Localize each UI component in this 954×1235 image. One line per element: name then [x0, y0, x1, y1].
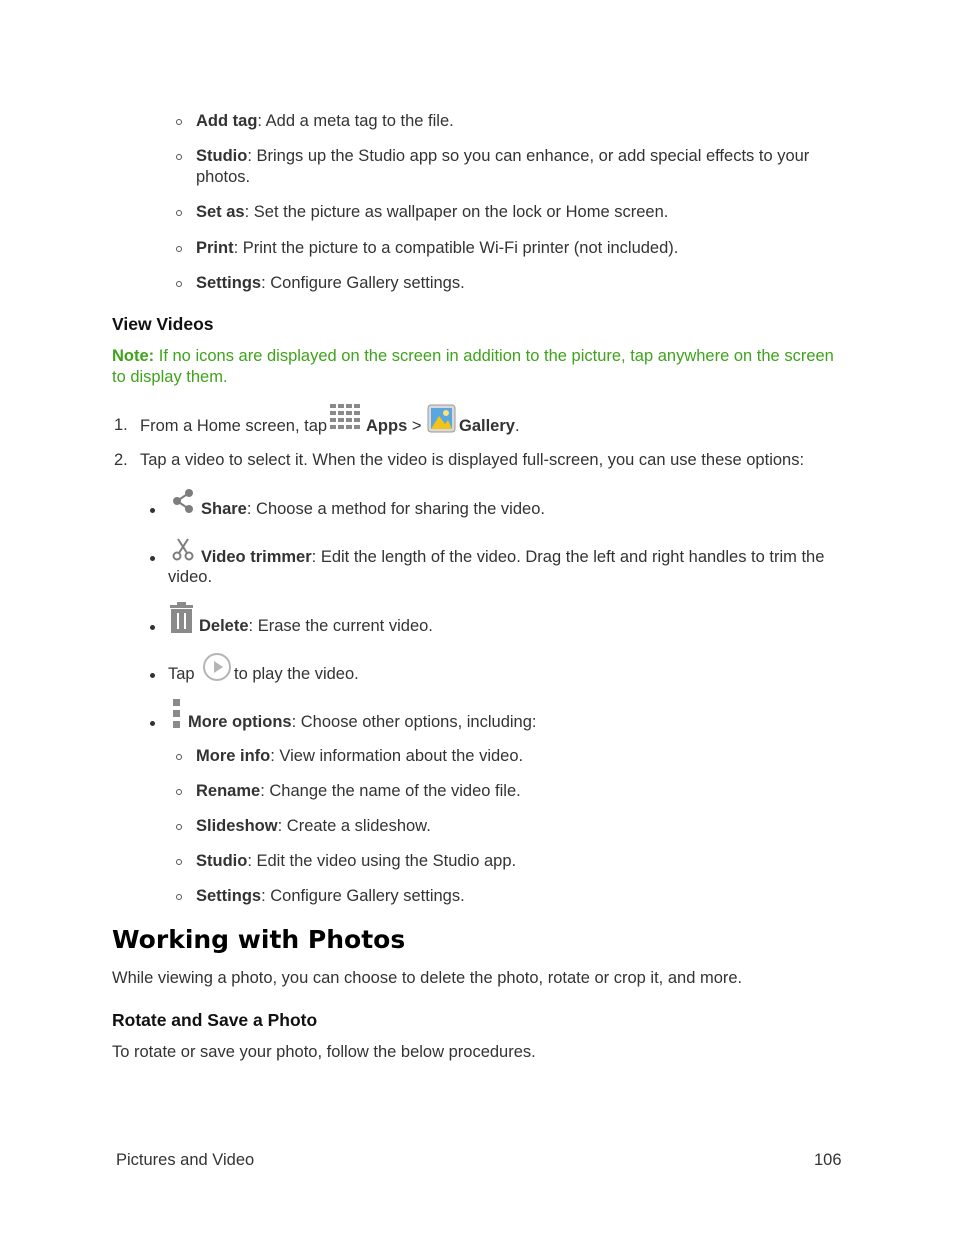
footer-section: Pictures and Video [116, 1151, 255, 1169]
list-item: Settings: Configure Gallery settings. [196, 274, 465, 292]
step-number: 2. [114, 451, 128, 469]
list-item: Add tag: Add a meta tag to the file. [196, 112, 454, 130]
list-item: Slideshow: Create a slideshow. [196, 817, 431, 835]
list-bullet [176, 789, 182, 795]
list-bullet [176, 281, 182, 287]
list-bullet [176, 894, 182, 900]
play-icon [202, 652, 232, 682]
list-item-continuation: photos. [196, 168, 251, 186]
list-item: Set as: Set the picture as wallpaper on the lock or Home screen. [196, 203, 669, 221]
list-bullet [176, 210, 182, 216]
note-continuation: to display them. [112, 368, 228, 386]
scissors-icon [171, 537, 195, 561]
step-text: Gallery. [459, 417, 520, 435]
list-bullet [150, 556, 155, 561]
option-share: Share: Choose a method for sharing the video. [201, 500, 545, 518]
list-bullet [176, 246, 182, 252]
sub-heading: Rotate and Save a Photo [112, 1010, 318, 1030]
list-bullet [150, 721, 155, 726]
option-play-pre: Tap [168, 665, 195, 683]
list-bullet [176, 859, 182, 865]
paragraph: To rotate or save your photo, follow the below procedures. [112, 1043, 536, 1061]
option-play-post: to play the video. [234, 665, 359, 683]
list-item: Settings: Configure Gallery settings. [196, 887, 465, 905]
step-number: 1. [114, 416, 128, 434]
list-bullet [176, 154, 182, 160]
option-more: More options: Choose other options, including: [188, 713, 537, 731]
gallery-icon [427, 404, 456, 433]
list-item: Rename: Change the name of the video file. [196, 782, 521, 800]
page-number: 106 [814, 1151, 842, 1169]
list-item: Print: Print the picture to a compatible Wi-Fi printer (not included). [196, 239, 679, 257]
paragraph: While viewing a photo, you can choose to delete the photo, rotate or crop it, and more. [112, 969, 743, 987]
trash-icon [168, 602, 195, 634]
share-icon [171, 489, 195, 513]
option-continuation: video. [168, 568, 213, 586]
list-bullet [176, 119, 182, 125]
step-text: Apps > [366, 417, 422, 435]
list-bullet [150, 625, 155, 630]
page-heading: Working with Photos [112, 925, 406, 954]
note: Note: If no icons are displayed on the screen in addition to the picture, tap anywhere on the screen [112, 347, 834, 365]
list-item: More info: View information about the video. [196, 747, 524, 765]
list-bullet [150, 673, 155, 678]
list-bullet [176, 754, 182, 760]
list-item: Studio: Edit the video using the Studio app. [196, 852, 517, 870]
more-options-icon [172, 698, 182, 730]
list-bullet [176, 824, 182, 830]
step-text: Tap a video to select it. When the video is displayed full-screen, you can use these options: [140, 451, 805, 469]
section-heading: View Videos [112, 314, 214, 334]
step-text: From a Home screen, tap [140, 417, 328, 435]
apps-grid-icon [329, 402, 364, 434]
option-video-trimmer: Video trimmer: Edit the length of the video. Drag the left and right handles to trim the [201, 548, 825, 566]
option-delete: Delete: Erase the current video. [199, 617, 433, 635]
list-item: Studio: Brings up the Studio app so you can enhance, or add special effects to your [196, 147, 810, 165]
list-bullet [150, 508, 155, 513]
